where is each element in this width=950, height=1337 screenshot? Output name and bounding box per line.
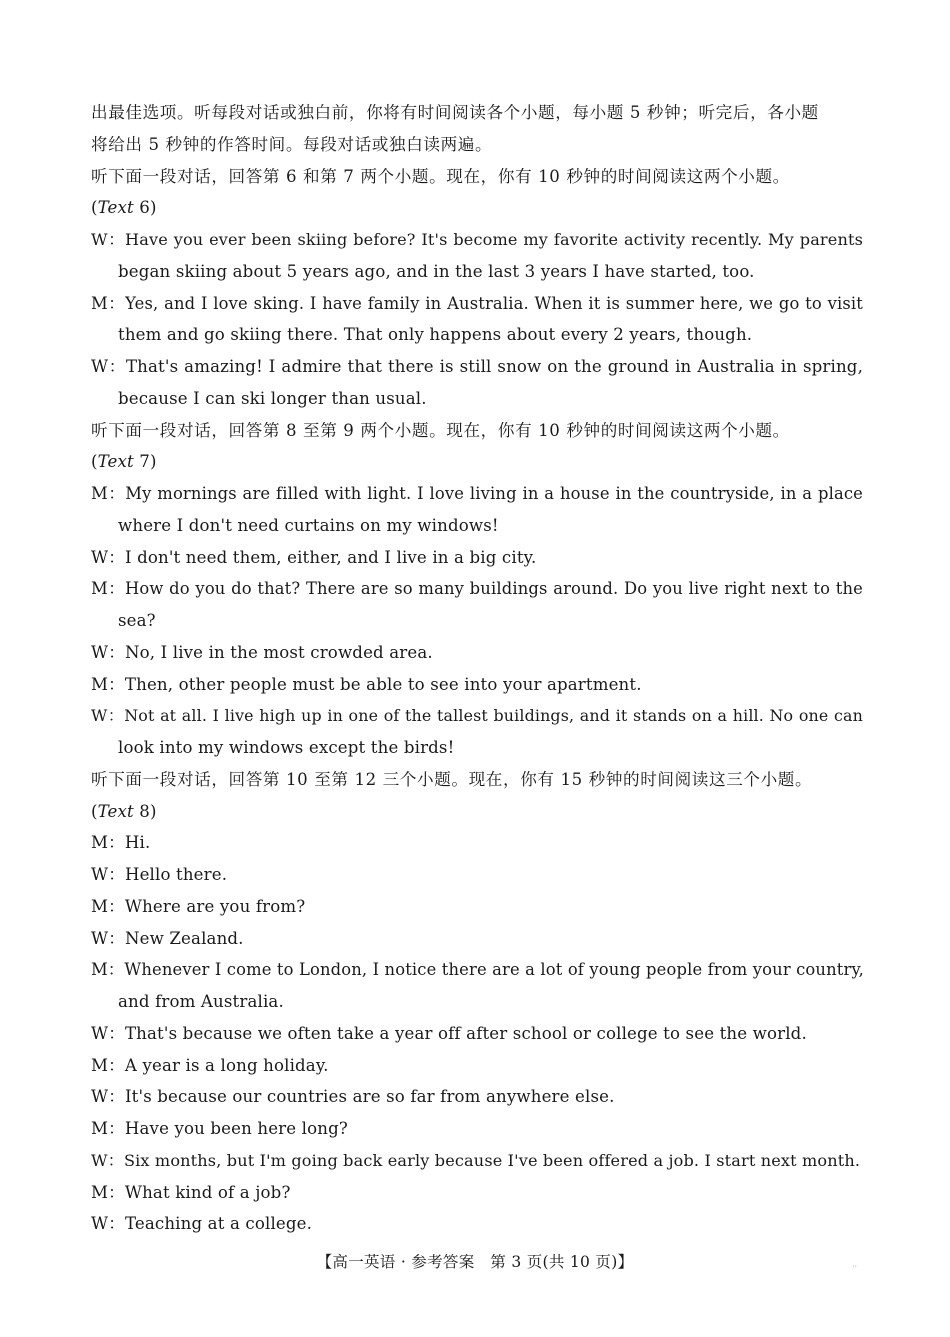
dialogue-line: [91, 923, 863, 955]
dialogue-text: Whenever I come to London, I notice there are a lot of young people from your country,: [124, 960, 865, 980]
dialogue-text: What kind of a job?: [124, 1182, 291, 1202]
section-instruction: 听下面一段对话，回答第 6 和第 7 两个小题。现在，你有 10 秒钟的时间阅读这两个小题。: [91, 166, 790, 186]
dialogue-line: [91, 859, 863, 891]
speaker-label: M：: [91, 833, 125, 853]
intro-line-2: 将给出 5 秒钟的作答时间。每段对话或独白读两遍。: [91, 134, 493, 154]
dialogue-line: [91, 954, 863, 986]
dialogue-text: Six months, but I'm going back early because I've been offered a job. I start next month.: [123, 1150, 861, 1170]
text-label: (Text 7): [91, 452, 157, 472]
dialogue-text: I don't need them, either, and I live in a big city.: [124, 547, 537, 567]
dialogue-line: [91, 1113, 863, 1145]
section-instruction: 听下面一段对话，回答第 8 至第 9 两个小题。现在，你有 10 秒钟的时间阅读这两个小题。: [91, 420, 790, 440]
speaker-label: W：: [91, 865, 125, 884]
dialogue-text: That's because we often take a year off after school or college to see the world.: [124, 1023, 807, 1043]
speaker-label: W：: [91, 1150, 124, 1170]
dialogue-line: [91, 700, 863, 732]
speaker-label: W：: [91, 230, 126, 249]
speaker-label: W：: [91, 706, 125, 726]
text-label: (Text 8): [91, 801, 157, 821]
dialogue-line: [91, 224, 863, 256]
dialogue-line: [91, 669, 863, 701]
speaker-label: M：: [91, 1182, 125, 1202]
speaker-label: M：: [91, 896, 125, 916]
text-label-number: 8: [139, 801, 151, 821]
text-label: (Text 6): [91, 198, 157, 218]
dialogue-line: [91, 1018, 863, 1050]
dialogue-text: Hello there.: [124, 865, 228, 884]
text-label-word: Text: [97, 198, 134, 218]
dialogue-continuation: sea?: [118, 611, 156, 630]
text-label-word: Text: [97, 452, 134, 472]
dialogue-text: Have you ever been skiing before? It's become my favorite activity recently. My parents: [125, 230, 863, 249]
text-label-number: 6: [139, 198, 151, 218]
speaker-label: W：: [91, 547, 125, 567]
dialogue-line: [91, 351, 863, 383]
dialogue-text: Teaching at a college.: [124, 1214, 313, 1234]
dialogue-line: [91, 637, 863, 669]
speaker-label: M：: [91, 1055, 125, 1075]
dialogue-text: Then, other people must be able to see into your apartment.: [124, 674, 642, 694]
dialogue-text: New Zealand.: [124, 928, 244, 948]
dialogue-continuation: began skiing about 5 years ago, and in the last 3 years I have started, too.: [118, 261, 755, 281]
dialogue-text: Not at all. I live high up in one of the tallest buildings, and it stands on a hill. No one can: [124, 706, 863, 726]
speaker-label: W：: [91, 642, 125, 662]
speaker-label: M：: [91, 674, 125, 694]
dialogue-line: [91, 573, 863, 605]
text-label-word: Text: [97, 801, 134, 821]
page-footer: 【高一英语 · 参考答案 第 3 页(共 10 页)】: [316, 1253, 634, 1271]
dialogue-line: [91, 1050, 863, 1082]
text-label-number: 7: [139, 452, 151, 472]
dialogue-line: [91, 1081, 863, 1113]
dialogue-text: A year is a long holiday.: [124, 1055, 329, 1075]
dialogue-line: [91, 891, 863, 923]
dialogue-line: [91, 288, 863, 320]
dialogue-line: [91, 1177, 863, 1209]
speaker-label: W：: [91, 1214, 125, 1234]
dialogue-text: How do you do that? There are so many buildings around. Do you live right next to the: [125, 579, 863, 599]
section-instruction: 听下面一段对话，回答第 10 至第 12 三个小题。现在，你有 15 秒钟的时间阅读这三个小题。: [91, 769, 813, 789]
dialogue-text: Where are you from?: [124, 896, 306, 916]
dialogue-continuation: look into my windows except the birds!: [118, 738, 455, 757]
speaker-label: W：: [91, 357, 126, 376]
dialogue-text: It's because our countries are so far from anywhere else.: [124, 1087, 615, 1107]
speaker-label: M：: [91, 960, 125, 980]
dialogue-text: My mornings are filled with light. I love living in a house in the countryside, in a place: [125, 484, 863, 503]
dialogue-text: Have you been here long?: [124, 1119, 348, 1138]
dialogue-line: [91, 542, 863, 574]
dialogue-line: [91, 827, 863, 859]
dialogue-continuation: because I can ski longer than usual.: [118, 388, 427, 408]
speaker-label: M：: [91, 579, 125, 599]
dialogue-continuation: and from Australia.: [118, 992, 284, 1011]
speaker-label: M：: [91, 484, 126, 503]
speaker-label: W：: [91, 1023, 125, 1043]
intro-line-1: 出最佳选项。听每段对话或独白前，你将有时间阅读各个小题，每小题 5 秒钟；听完后，各小题: [91, 103, 819, 122]
dialogue-text: Hi.: [124, 833, 151, 853]
dialogue-line: [91, 1145, 863, 1177]
corner-mark: ··: [852, 1262, 858, 1271]
speaker-label: M：: [91, 293, 126, 313]
speaker-label: W：: [91, 928, 125, 948]
dialogue-line: [91, 478, 863, 510]
dialogue-text: Yes, and I love sking. I have family in Australia. When it is summer here, we go to visit: [125, 293, 863, 313]
dialogue-line: [91, 1208, 863, 1240]
dialogue-text: No, I live in the most crowded area.: [124, 642, 433, 662]
dialogue-text: That's amazing! I admire that there is still snow on the ground in Australia in spring,: [125, 357, 863, 376]
document-body: [91, 97, 863, 1240]
dialogue-continuation: where I don't need curtains on my windows!: [118, 515, 499, 535]
dialogue-continuation: them and go skiing there. That only happens about every 2 years, though.: [118, 325, 753, 345]
speaker-label: W：: [91, 1087, 125, 1107]
speaker-label: M：: [91, 1119, 125, 1138]
